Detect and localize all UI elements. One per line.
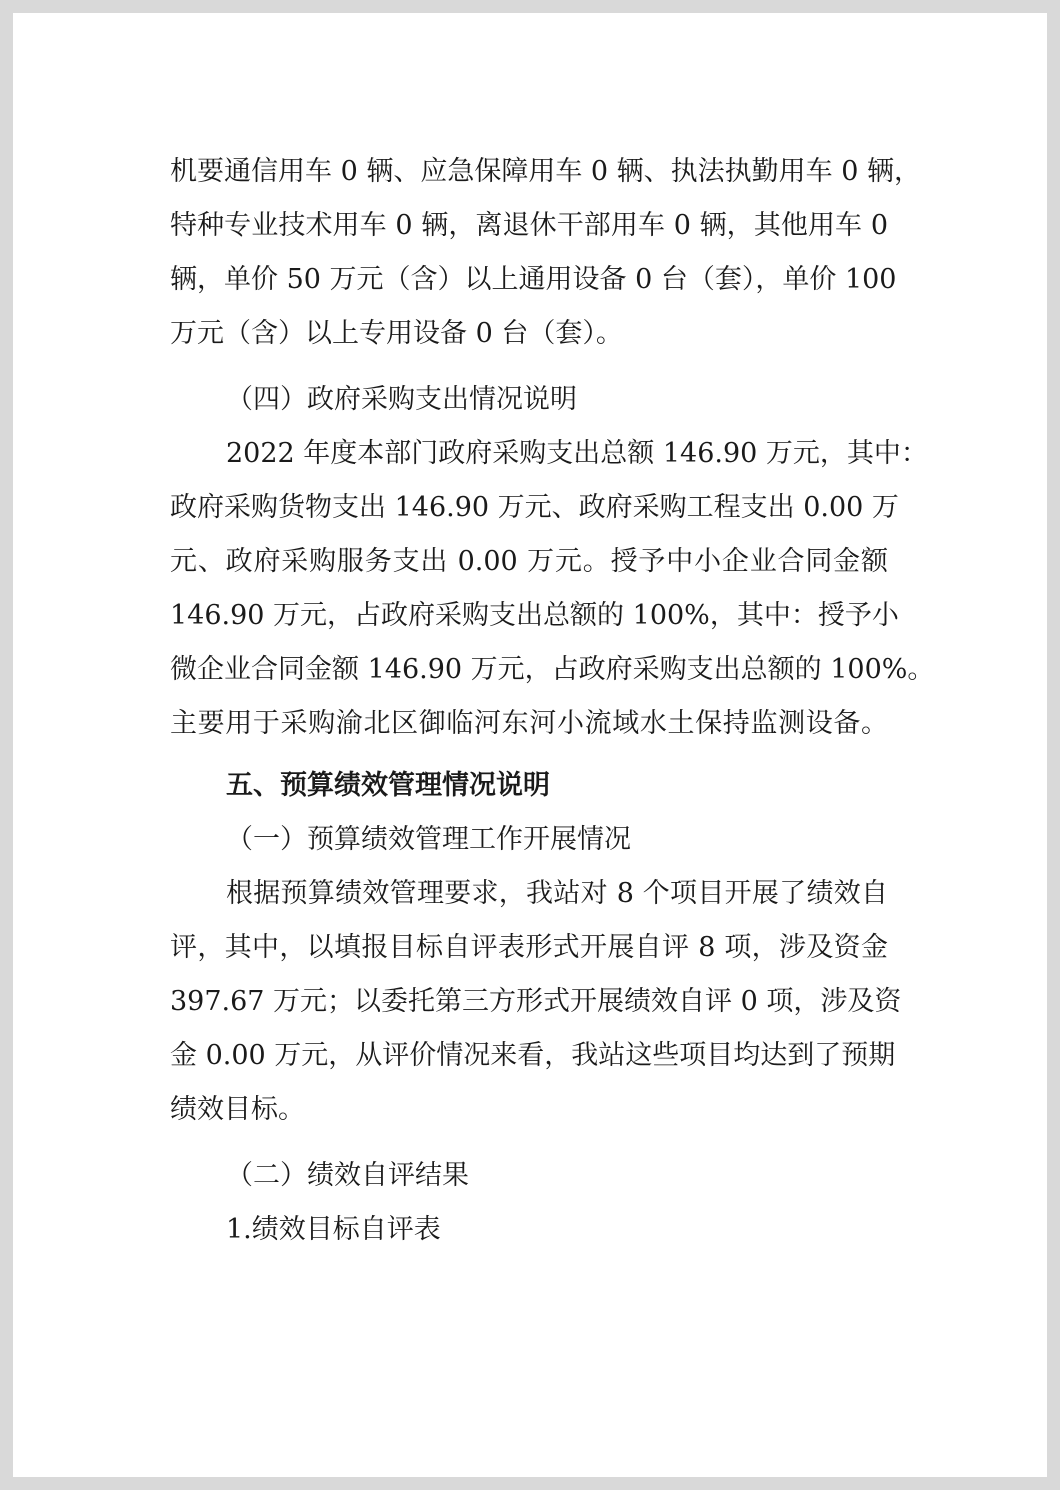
paragraph-line: 绩效目标。 xyxy=(170,1094,305,1125)
paragraph-line: 根据预算绩效管理要求，我站对 8 个项目开展了绩效自 xyxy=(226,878,888,909)
subsection-heading: （一）预算绩效管理工作开展情况 xyxy=(226,824,631,855)
document-page xyxy=(13,13,1047,1477)
paragraph-line: 金 0.00 万元，从评价情况来看，我站这些项目均达到了预期 xyxy=(170,1040,896,1071)
section-heading: 五、预算绩效管理情况说明 xyxy=(226,770,550,801)
paragraph-line: 397.67 万元；以委托第三方形式开展绩效自评 0 项，涉及资 xyxy=(170,986,902,1017)
paragraph-line: 万元（含）以上专用设备 0 台（套）。 xyxy=(170,318,623,349)
paragraph-line: 辆，单价 50 万元（含）以上通用设备 0 台（套），单价 100 xyxy=(170,264,897,295)
list-item: 1.绩效目标自评表 xyxy=(226,1214,441,1245)
paragraph-line: 146.90 万元，占政府采购支出总额的 100%，其中：授予小 xyxy=(170,600,899,631)
paragraph-line: 政府采购货物支出 146.90 万元、政府采购工程支出 0.00 万 xyxy=(170,492,899,523)
subsection-heading: （二）绩效自评结果 xyxy=(226,1160,469,1191)
paragraph-line: 元、政府采购服务支出 0.00 万元。授予中小企业合同金额 xyxy=(170,546,888,577)
paragraph-line: 微企业合同金额 146.90 万元，占政府采购支出总额的 100%。 xyxy=(170,654,935,685)
paragraph-line: 机要通信用车 0 辆、应急保障用车 0 辆、执法执勤用车 0 辆， xyxy=(170,156,922,187)
subsection-heading: （四）政府采购支出情况说明 xyxy=(226,384,577,415)
paragraph-line: 评，其中，以填报目标自评表形式开展自评 8 项，涉及资金 xyxy=(170,932,888,963)
paragraph-line: 特种专业技术用车 0 辆，离退休干部用车 0 辆，其他用车 0 xyxy=(170,210,888,241)
paragraph-line: 主要用于采购渝北区御临河东河小流域水土保持监测设备。 xyxy=(170,708,888,739)
paragraph-line: 2022 年度本部门政府采购支出总额 146.90 万元，其中： xyxy=(226,438,928,469)
